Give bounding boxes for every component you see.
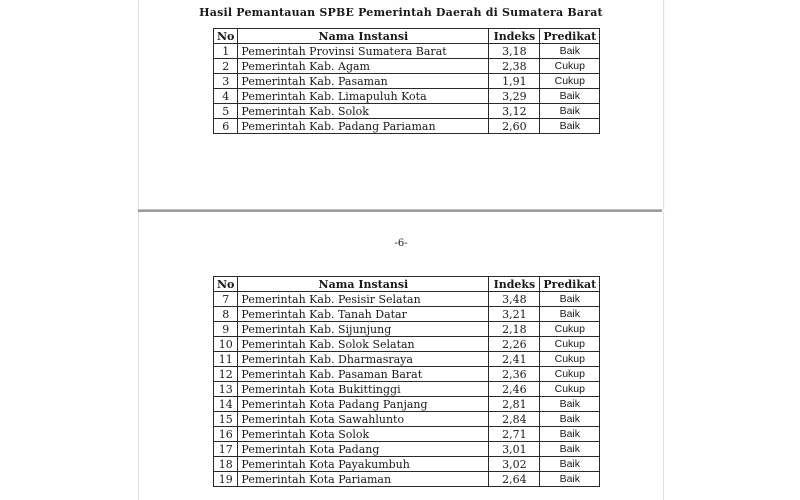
table-header-row [214, 29, 600, 44]
cell-no: 4 [214, 89, 238, 104]
cell-index: 3,48 [489, 292, 540, 307]
table-row [214, 322, 600, 337]
cell-no: 8 [214, 307, 238, 322]
cell-predicate: Cukup [540, 382, 600, 397]
cell-index: 2,64 [489, 472, 540, 487]
cell-index: 3,02 [489, 457, 540, 472]
cell-name: Pemerintah Kab. Agam [238, 59, 489, 74]
table-row [214, 397, 600, 412]
table-row [214, 382, 600, 397]
cell-no: 10 [214, 337, 238, 352]
cell-name: Pemerintah Kab. Pasaman Barat [238, 367, 489, 382]
cell-index: 2,84 [489, 412, 540, 427]
cell-index: 3,01 [489, 442, 540, 457]
header-no: No [214, 29, 238, 44]
cell-predicate: Cukup [540, 59, 600, 74]
cell-predicate: Baik [540, 89, 600, 104]
cell-predicate: Baik [540, 119, 600, 134]
document-page-top [138, 0, 664, 209]
cell-predicate: Baik [540, 472, 600, 487]
cell-index: 2,71 [489, 427, 540, 442]
header-predicate: Predikat [540, 277, 600, 292]
cell-name: Pemerintah Provinsi Sumatera Barat [238, 44, 489, 59]
cell-predicate: Baik [540, 307, 600, 322]
cell-name: Pemerintah Kab. Limapuluh Kota [238, 89, 489, 104]
cell-no: 2 [214, 59, 238, 74]
cell-index: 2,41 [489, 352, 540, 367]
cell-predicate: Cukup [540, 352, 600, 367]
cell-no: 9 [214, 322, 238, 337]
cell-index: 2,46 [489, 382, 540, 397]
table-row [214, 59, 600, 74]
cell-predicate: Baik [540, 442, 600, 457]
cell-no: 19 [214, 472, 238, 487]
results-table-part-1 [213, 28, 600, 134]
cell-no: 18 [214, 457, 238, 472]
table-row [214, 44, 600, 59]
cell-index: 2,26 [489, 337, 540, 352]
cell-predicate: Baik [540, 457, 600, 472]
results-table-part-2 [213, 276, 600, 487]
cell-name: Pemerintah Kab. Tanah Datar [238, 307, 489, 322]
cell-no: 14 [214, 397, 238, 412]
cell-name: Pemerintah Kab. Pasaman [238, 74, 489, 89]
cell-no: 6 [214, 119, 238, 134]
cell-no: 13 [214, 382, 238, 397]
table-row [214, 442, 600, 457]
cell-index: 2,36 [489, 367, 540, 382]
table-row [214, 457, 600, 472]
cell-index: 3,12 [489, 104, 540, 119]
cell-predicate: Baik [540, 427, 600, 442]
cell-name: Pemerintah Kota Solok [238, 427, 489, 442]
cell-name: Pemerintah Kota Sawahlunto [238, 412, 489, 427]
cell-name: Pemerintah Kab. Solok [238, 104, 489, 119]
cell-name: Pemerintah Kab. Dharmasraya [238, 352, 489, 367]
cell-predicate: Baik [540, 104, 600, 119]
page-number: -6- [394, 238, 408, 249]
table-row [214, 412, 600, 427]
cell-index: 3,29 [489, 89, 540, 104]
cell-index: 2,60 [489, 119, 540, 134]
header-index: Indeks [489, 277, 540, 292]
cell-name: Pemerintah Kota Payakumbuh [238, 457, 489, 472]
table-row [214, 104, 600, 119]
table-row [214, 292, 600, 307]
cell-predicate: Baik [540, 292, 600, 307]
cell-no: 7 [214, 292, 238, 307]
cell-name: Pemerintah Kab. Pesisir Selatan [238, 292, 489, 307]
cell-predicate: Cukup [540, 74, 600, 89]
cell-no: 17 [214, 442, 238, 457]
cell-index: 2,18 [489, 322, 540, 337]
cell-index: 3,21 [489, 307, 540, 322]
header-no: No [214, 277, 238, 292]
cell-index: 2,81 [489, 397, 540, 412]
cell-predicate: Cukup [540, 367, 600, 382]
table-row [214, 472, 600, 487]
cell-predicate: Cukup [540, 337, 600, 352]
table-row [214, 74, 600, 89]
cell-name: Pemerintah Kab. Padang Pariaman [238, 119, 489, 134]
table-header-row [214, 277, 600, 292]
cell-index: 3,18 [489, 44, 540, 59]
cell-no: 1 [214, 44, 238, 59]
table-row [214, 367, 600, 382]
document-title: Hasil Pemantauan SPBE Pemerintah Daerah di Sumatera Barat [199, 6, 603, 19]
table-row [214, 352, 600, 367]
cell-no: 12 [214, 367, 238, 382]
table-row [214, 337, 600, 352]
cell-predicate: Baik [540, 412, 600, 427]
cell-no: 15 [214, 412, 238, 427]
cell-predicate: Baik [540, 397, 600, 412]
table-row [214, 119, 600, 134]
cell-no: 11 [214, 352, 238, 367]
cell-name: Pemerintah Kota Padang [238, 442, 489, 457]
cell-predicate: Cukup [540, 322, 600, 337]
header-index: Indeks [489, 29, 540, 44]
cell-name: Pemerintah Kab. Solok Selatan [238, 337, 489, 352]
cell-name: Pemerintah Kota Padang Panjang [238, 397, 489, 412]
document-page-bottom [138, 212, 664, 500]
cell-no: 5 [214, 104, 238, 119]
table-row [214, 427, 600, 442]
cell-index: 2,38 [489, 59, 540, 74]
cell-predicate: Baik [540, 44, 600, 59]
cell-name: Pemerintah Kota Pariaman [238, 472, 489, 487]
table-row [214, 307, 600, 322]
cell-index: 1,91 [489, 74, 540, 89]
header-predicate: Predikat [540, 29, 600, 44]
header-name: Nama Instansi [238, 277, 489, 292]
table-body-part-1 [214, 44, 600, 134]
cell-no: 16 [214, 427, 238, 442]
table-body-part-2 [214, 292, 600, 487]
cell-name: Pemerintah Kota Bukittinggi [238, 382, 489, 397]
header-name: Nama Instansi [238, 29, 489, 44]
cell-name: Pemerintah Kab. Sijunjung [238, 322, 489, 337]
cell-no: 3 [214, 74, 238, 89]
table-row [214, 89, 600, 104]
